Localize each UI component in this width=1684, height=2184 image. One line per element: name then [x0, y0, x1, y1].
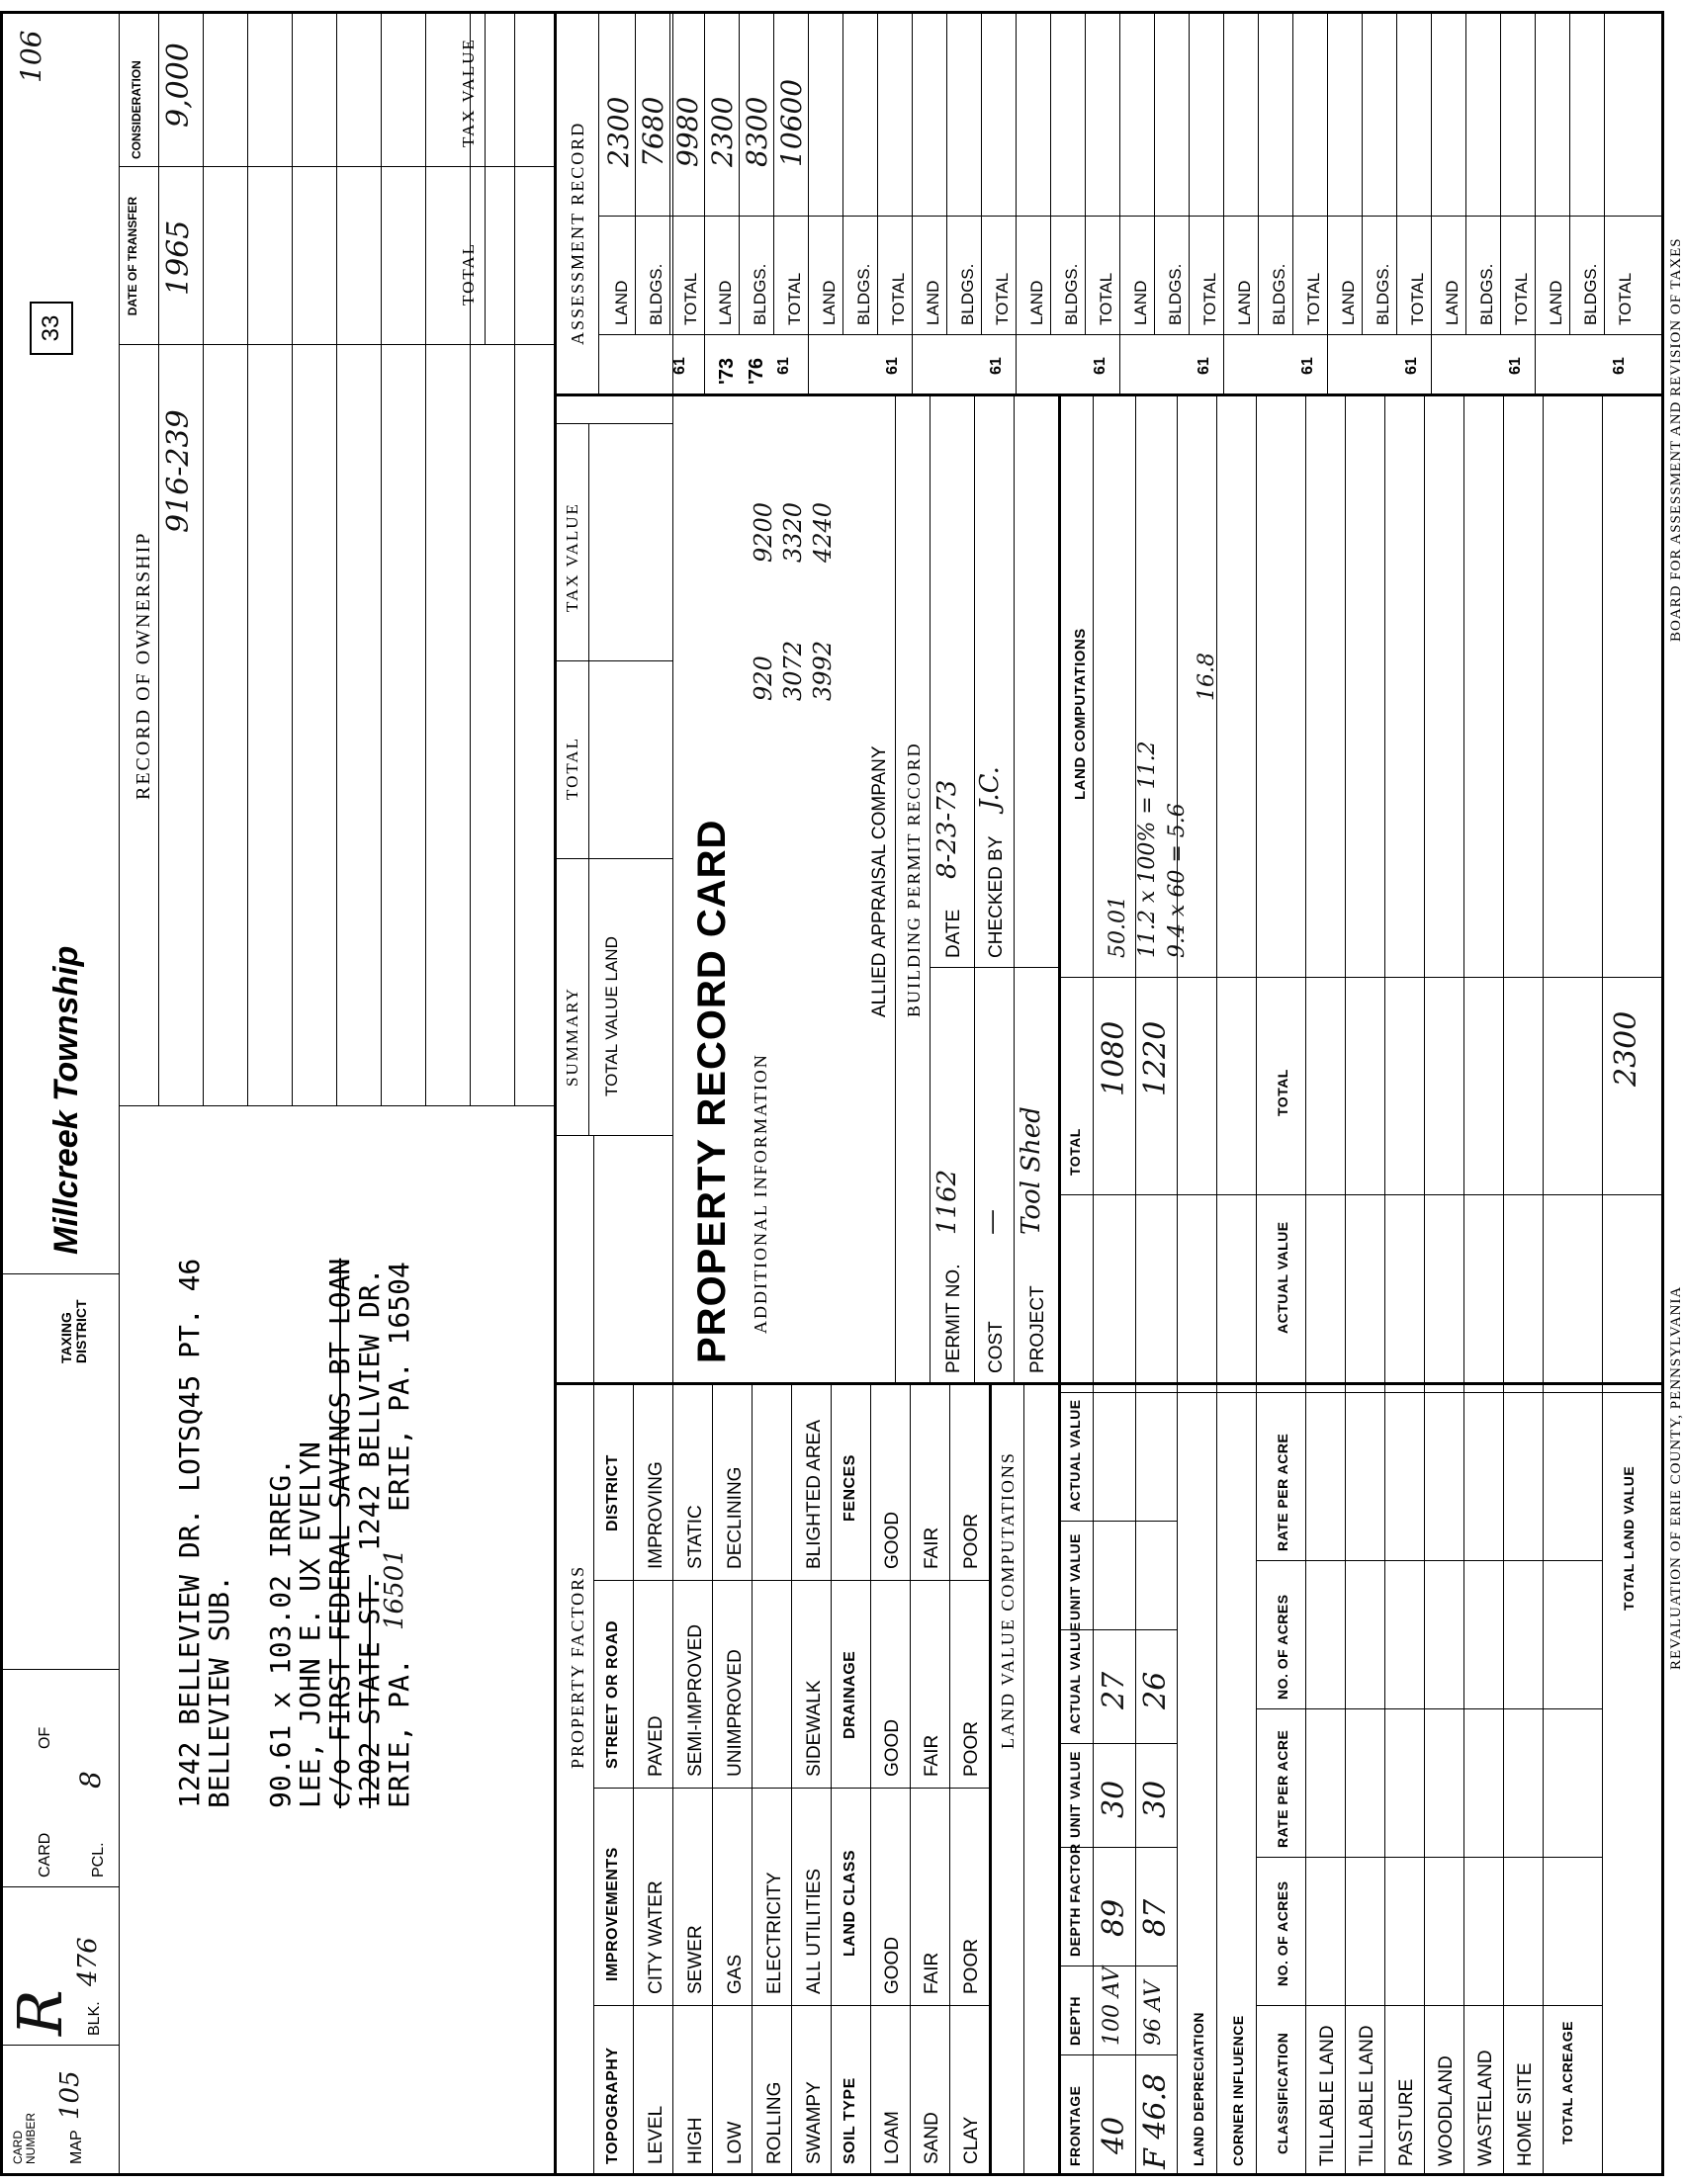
assessment-total-2: 10600 [775, 78, 808, 167]
street-sidewalk: SIDEWALK [804, 1680, 825, 1777]
class-pasture: PASTURE [1396, 2078, 1417, 2166]
class-header-rate: RATE PER ACRE [1275, 1729, 1290, 1848]
permit-no-label: PERMIT NO. [943, 1264, 964, 1373]
imp-gas: GAS [725, 1954, 746, 1994]
assessment-bldgs-label-5: BLDGS. [1062, 263, 1081, 325]
permit-checked: J.C. [975, 766, 1005, 810]
description-line3: 90.61 x 103.02 IRREG. [264, 1457, 297, 1808]
assessment-total-label-10: TOTAL [1616, 272, 1635, 325]
assessment-year-7: 61 [1299, 357, 1316, 375]
class-header-rate2: RATE PER ACRE [1275, 1433, 1290, 1551]
ownership-title: RECORD OF OWNERSHIP [133, 531, 154, 800]
lv-row2-actual: 26 [1138, 1671, 1173, 1709]
lv-row1-frontage: 40 [1097, 2116, 1131, 2154]
pcl-label: PCL. [90, 1842, 107, 1878]
class-tillable-1: TILLABLE LAND [1317, 2025, 1338, 2166]
drainage-good: GOOD [882, 1718, 903, 1777]
land-value-title: LAND VALUE COMPUTATIONS [998, 1451, 1018, 1749]
drainage-poor: POOR [961, 1721, 982, 1777]
assessment-year-6: 61 [1196, 357, 1212, 375]
permit-project: Tool Shed [1017, 1106, 1046, 1235]
soil-sand: SAND [922, 2112, 942, 2164]
description-line1: 1242 BELLEVIEW DR. LOTSQ45 PT. 46 [173, 1258, 206, 1808]
fences-fair: FAIR [922, 1527, 942, 1569]
fences-header: FENCES [842, 1454, 858, 1522]
additional-note-3: 3992 [809, 640, 837, 701]
additional-info-title: ADDITIONAL INFORMATION [751, 1053, 770, 1334]
assessment-total-label-4: TOTAL [993, 272, 1012, 325]
assessment-bldgs-2: 8300 [741, 96, 773, 167]
assessment-land-label-4: LAND [924, 280, 942, 325]
lv-header-unit: UNIT VALUE [1067, 1751, 1083, 1838]
class-header-acres: NO. OF ACRES [1275, 1880, 1290, 1986]
lv-row1-depth: 100 AV [1100, 1966, 1124, 2046]
assessment-bldgs-1: 7680 [637, 96, 669, 167]
assessment-bldgs-label-7: BLDGS. [1270, 263, 1288, 325]
topo-high: HIGH [685, 2117, 706, 2164]
district-static: STATIC [685, 1505, 706, 1569]
assessment-total-label-6: TOTAL [1200, 272, 1219, 325]
assessment-bldgs-label-8: BLDGS. [1374, 263, 1392, 325]
imp-all-utilities: ALL UTILITIES [804, 1868, 825, 1994]
summary-tax-header: TAX VALUE [563, 502, 581, 612]
imp-sewer: SEWER [685, 1925, 706, 1994]
permit-project-label: PROJECT [1027, 1285, 1048, 1373]
assessment-land-label-10: LAND [1547, 280, 1565, 325]
lv-row1-factor: 89 [1097, 1898, 1131, 1937]
land-computations-title: LAND COMPUTATIONS [1072, 628, 1089, 800]
additional-note-1: 920 [750, 655, 777, 701]
taxing-district-label: TAXING DISTRICT [58, 1299, 89, 1363]
property-factors-title: PROPERTY FACTORS [568, 1564, 587, 1769]
permit-no: 1162 [932, 1169, 962, 1235]
permit-checked-label: CHECKED BY [986, 835, 1007, 958]
boxed-number: 33 [30, 302, 73, 355]
imp-city-water: CITY WATER [646, 1880, 666, 1994]
assessment-land-2: 2300 [706, 96, 739, 167]
improvements-header: IMPROVEMENTS [604, 1847, 621, 1981]
class-wasteland: WASTELAND [1475, 2050, 1496, 2166]
description-line5: c/o FIRST FEDERAL SAVINGS BT LOAN [323, 1258, 356, 1808]
assessment-total-label-2: TOTAL [785, 272, 804, 325]
description-line7: ERIE, PA. [383, 1658, 415, 1808]
description-line4: LEE, JOHN E. UX EVELYN [294, 1441, 326, 1808]
street-unimproved: UNIMPROVED [725, 1649, 746, 1777]
assessment-bldgs-label-4: BLDGS. [958, 263, 977, 325]
assessment-total-1: 9980 [671, 96, 704, 167]
summary-row-land-label: TOTAL VALUE LAND [602, 936, 621, 1096]
land-depreciation-label: LAND DEPRECIATION [1191, 2011, 1206, 2166]
landclass-fair: FAIR [922, 1952, 942, 1994]
soil-header: SOIL TYPE [842, 2077, 858, 2164]
lv-header-depth: DEPTH [1067, 1996, 1083, 2046]
description-line6a: 1202 STATE ST. [353, 1574, 386, 1808]
land-comp-line3: 9.4 x 60 = 5.6 [1165, 803, 1190, 958]
township-name: Millcreek Township [47, 945, 85, 1255]
card-number-label: CARD NUMBER [11, 2112, 38, 2164]
assessment-bldgs-label-3: BLDGS. [854, 263, 873, 325]
lv-header-total: TOTAL [1067, 1128, 1083, 1176]
assessment-year-9: 61 [1507, 357, 1524, 375]
card-letter: R [4, 1989, 76, 2036]
street-paved: PAVED [646, 1715, 666, 1777]
assessment-land-label-9: LAND [1443, 280, 1462, 325]
topo-low: LOW [725, 2121, 746, 2164]
summary-title: SUMMARY [563, 987, 581, 1087]
lv-row1-actual: 27 [1097, 1671, 1131, 1709]
ownership-deed: 916-239 [161, 409, 196, 533]
assessment-total-label-1: TOTAL [681, 272, 700, 325]
land-comp-line2: 11.2 x 100% = 11.2 [1135, 741, 1160, 958]
land-class-header: LAND CLASS [842, 1849, 858, 1957]
assessment-bldgs-label-9: BLDGS. [1477, 263, 1496, 325]
class-header-acres2: NO. OF ACRES [1275, 1594, 1290, 1700]
lv-row2-total: 1220 [1138, 1020, 1173, 1096]
class-header-total: TOTAL [1275, 1069, 1290, 1116]
additional-note2-1: 9200 [750, 501, 777, 563]
card-label: CARD [37, 1832, 53, 1878]
assessment-year-4: 61 [988, 357, 1005, 375]
drainage-fair: FAIR [922, 1734, 942, 1777]
lv-row1-unit: 30 [1097, 1780, 1131, 1818]
total-land-value-label: TOTAL LAND VALUE [1621, 1465, 1637, 1611]
lv-header-actual: ACTUAL VALUE [1067, 1621, 1083, 1734]
soil-clay: CLAY [961, 2116, 982, 2164]
right-total-header: TOTAL [459, 241, 478, 306]
assessment-land-label-6: LAND [1131, 280, 1150, 325]
land-comp-line1: 50.01 [1106, 896, 1130, 958]
description-line2: BELLEVIEW SUB. [203, 1574, 235, 1808]
date-of-transfer-label: DATE OF TRANSFER [126, 196, 139, 316]
right-tax-header: TAX VALUE [459, 38, 478, 147]
class-home-site: HOME SITE [1515, 2062, 1536, 2166]
permit-title: BUILDING PERMIT RECORD [904, 742, 924, 1017]
footer-left: REVALUATION OF ERIE COUNTY, PENNSYLVANIA [1668, 1285, 1684, 1670]
description-line7-end: ERIE, PA. 16504 [383, 1262, 415, 1512]
corner-influence-label: CORNER INFLUENCE [1230, 2015, 1246, 2166]
footer-right: BOARD FOR ASSESSMENT AND REVISION OF TAXES [1668, 237, 1684, 642]
map-label: MAP [68, 2130, 85, 2164]
assessment-bldgs-label-10: BLDGS. [1581, 263, 1600, 325]
soil-loam: LOAM [882, 2111, 903, 2164]
assessment-land-label-2: LAND [716, 280, 735, 325]
class-header-actual: ACTUAL VALUE [1275, 1221, 1290, 1334]
assessment-land-label-3: LAND [820, 280, 839, 325]
assessment-year-1: 61 [671, 357, 688, 375]
permit-date: 8-23-73 [932, 779, 962, 879]
class-header-classification: CLASSIFICATION [1275, 2032, 1290, 2154]
topography-header: TOPOGRAPHY [604, 2047, 621, 2164]
description-line7-hand: 16501 [380, 1548, 409, 1630]
blk-value: 476 [73, 1937, 103, 1986]
land-comp-line4: 16.8 [1195, 653, 1219, 701]
assessment-year-mark-2: '76 [746, 357, 767, 385]
lv-header-actual2: ACTUAL VALUE [1067, 1399, 1083, 1512]
assessment-total-label-3: TOTAL [889, 272, 908, 325]
district-improving: IMPROVING [646, 1461, 666, 1569]
lv-header-frontage: FRONTAGE [1067, 2085, 1083, 2166]
assessment-land-label-1: LAND [612, 280, 631, 325]
permit-cost: — [977, 1209, 1007, 1235]
fences-poor: POOR [961, 1514, 982, 1569]
additional-note-2: 3072 [779, 640, 807, 701]
assessment-year-2: 61 [775, 357, 792, 375]
drainage-header: DRAINAGE [842, 1650, 858, 1739]
assessment-title: ASSESSMENT RECORD [568, 121, 587, 345]
topo-rolling: ROLLING [764, 2081, 785, 2164]
ownership-date: 1965 [161, 219, 196, 296]
assessment-land-label-8: LAND [1339, 280, 1358, 325]
assessment-bldgs-label-1: BLDGS. [647, 263, 665, 325]
ownership-consideration: 9,000 [161, 43, 196, 128]
lv-row1-total: 1080 [1097, 1020, 1131, 1096]
assessment-year-8: 61 [1403, 357, 1420, 375]
assessment-year-5: 61 [1092, 357, 1108, 375]
lv-header-factor: DEPTH FACTOR [1067, 1843, 1083, 1957]
permit-cost-label: COST [986, 1321, 1007, 1373]
lv-row2-depth: 96 AV [1141, 1980, 1166, 2046]
topo-level: LEVEL [646, 2105, 666, 2164]
summary-total-header: TOTAL [563, 736, 581, 800]
district-header: DISTRICT [604, 1454, 621, 1531]
additional-note2-2: 3320 [779, 501, 807, 563]
class-tillable-2: TILLABLE LAND [1357, 2025, 1377, 2166]
landclass-poor: POOR [961, 1939, 982, 1994]
assessment-year-mark-1: '73 [716, 357, 738, 385]
class-woodland: WOODLAND [1436, 2055, 1457, 2166]
consideration-label: CONSIDERATION [130, 60, 143, 159]
blk-label: BLK. [86, 2001, 103, 2036]
assessment-total-label-9: TOTAL [1512, 272, 1531, 325]
street-semi: SEMI-IMPROVED [685, 1623, 706, 1777]
map-value: 105 [55, 2070, 85, 2120]
assessment-year-3: 61 [884, 357, 901, 375]
assessment-land-1: 2300 [602, 96, 635, 167]
total-land-value: 2300 [1609, 1010, 1643, 1087]
description-line6b: 1242 BELLVIEW DR. [353, 1267, 386, 1551]
lv-row2-factor: 87 [1138, 1898, 1173, 1937]
assessment-bldgs-label-6: BLDGS. [1166, 263, 1185, 325]
additional-note2-3: 4240 [809, 501, 837, 563]
district-blighted: BLIGHTED AREA [804, 1420, 825, 1569]
card-title: PROPERTY RECORD CARD [690, 819, 734, 1363]
street-header: STREET OR ROAD [604, 1619, 621, 1769]
assessment-total-label-7: TOTAL [1304, 272, 1323, 325]
appraisal-company: ALLIED APPRAISAL COMPANY [869, 745, 890, 1017]
assessment-land-label-5: LAND [1027, 280, 1046, 325]
assessment-year-10: 61 [1611, 357, 1628, 375]
assessment-land-label-7: LAND [1235, 280, 1254, 325]
imp-electricity: ELECTRICITY [764, 1872, 785, 1994]
total-acreage-label: TOTAL ACREAGE [1559, 2021, 1575, 2144]
landclass-good: GOOD [882, 1936, 903, 1994]
lv-row2-frontage: F 46.8 [1138, 2072, 1173, 2169]
lv-header-unit2: UNIT VALUE [1067, 1533, 1083, 1620]
of-label: OF [37, 1726, 53, 1749]
permit-date-label: DATE [943, 909, 964, 958]
lv-row2-unit: 30 [1138, 1780, 1173, 1818]
pcl-value: 8 [74, 1771, 107, 1789]
district-declining: DECLINING [725, 1466, 746, 1569]
assessment-total-label-8: TOTAL [1408, 272, 1427, 325]
fences-good: GOOD [882, 1511, 903, 1569]
topo-swampy: SWAMPY [804, 2081, 825, 2164]
assessment-bldgs-label-2: BLDGS. [751, 263, 769, 325]
assessment-total-label-5: TOTAL [1097, 272, 1115, 325]
page-number: 106 [15, 30, 47, 83]
